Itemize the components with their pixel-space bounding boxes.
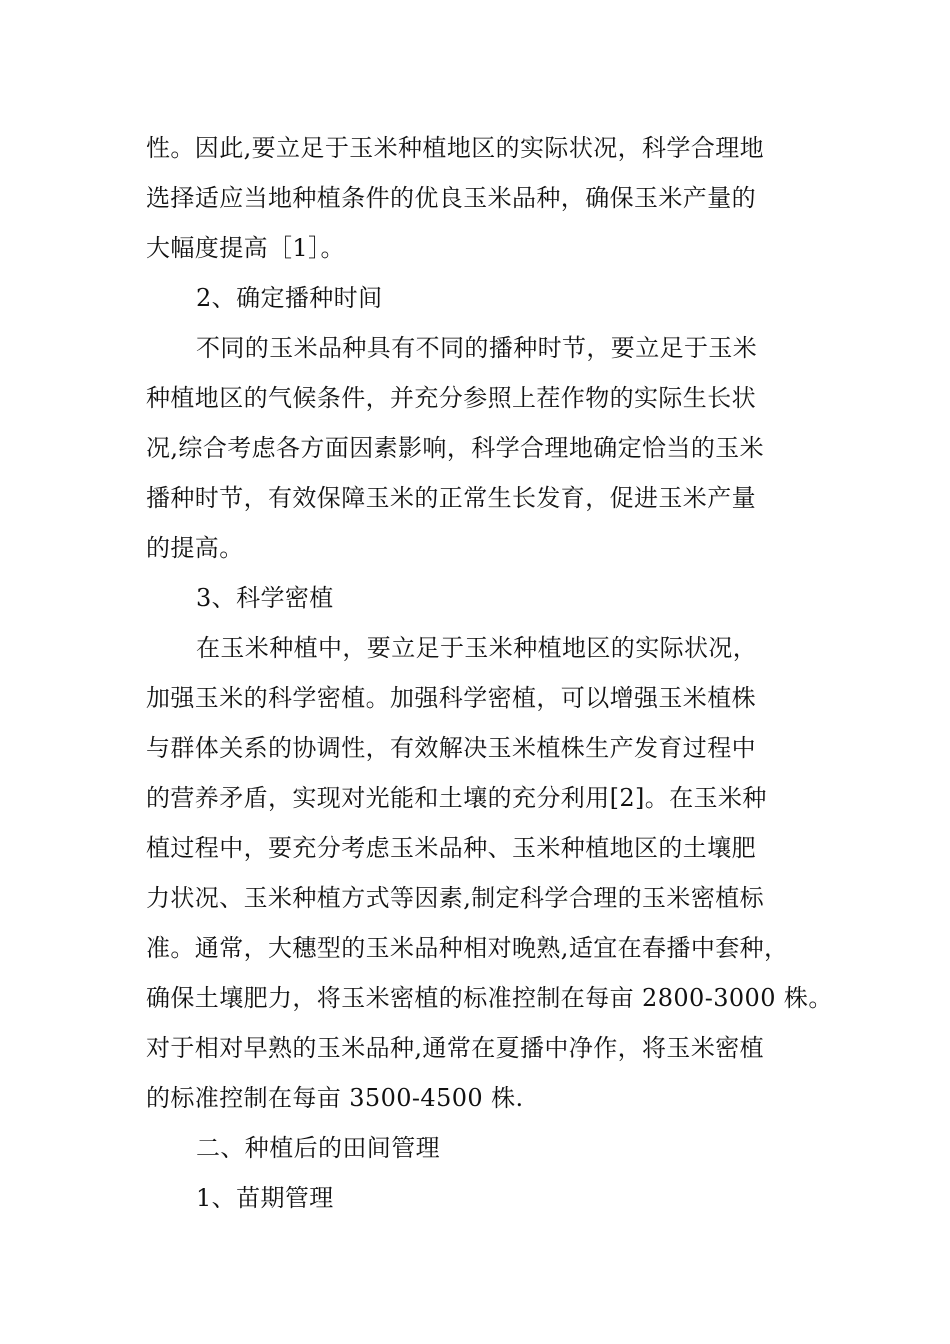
paragraph-line: 与群体关系的协调性，有效解决玉米植株生产发育过程中 bbox=[146, 734, 756, 762]
paragraph-line: 确保土壤肥力，将玉米密植的标准控制在每亩 2800-3000 株。 bbox=[146, 984, 833, 1012]
paragraph-line: 性。因此,要立足于玉米种植地区的实际状况，科学合理地 bbox=[146, 134, 765, 162]
section-heading: 2、确定播种时间 bbox=[196, 284, 383, 312]
paragraph-line: 大幅度提高［1］。 bbox=[146, 234, 345, 262]
paragraph-line: 不同的玉米品种具有不同的播种时节，要立足于玉米 bbox=[196, 334, 758, 362]
paragraph-line: 的标准控制在每亩 3500-4500 株. bbox=[146, 1084, 524, 1112]
paragraph-line: 种植地区的气候条件，并充分参照上茬作物的实际生长状 bbox=[146, 384, 756, 412]
paragraph-line: 播种时节，有效保障玉米的正常生长发育，促进玉米产量 bbox=[146, 484, 756, 512]
section-heading: 3、科学密植 bbox=[196, 584, 334, 612]
paragraph-line: 况,综合考虑各方面因素影响，科学合理地确定恰当的玉米 bbox=[146, 434, 765, 462]
paragraph-line: 的营养矛盾，实现对光能和土壤的充分利用[2]。在玉米种 bbox=[146, 784, 767, 812]
paragraph-line: 力状况、玉米种植方式等因素,制定科学合理的玉米密植标 bbox=[146, 884, 765, 912]
paragraph-line: 对于相对早熟的玉米品种,通常在夏播中净作，将玉米密植 bbox=[146, 1034, 765, 1062]
paragraph-line: 的提高。 bbox=[146, 534, 244, 562]
section-heading: 1、苗期管理 bbox=[196, 1184, 334, 1212]
paragraph-line: 选择适应当地种植条件的优良玉米品种，确保玉米产量的 bbox=[146, 184, 756, 212]
paragraph-line: 准。通常，大穗型的玉米品种相对晚熟,适宜在春播中套种， bbox=[146, 934, 789, 962]
chapter-heading: 二、种植后的田间管理 bbox=[196, 1134, 440, 1162]
paragraph-line: 在玉米种植中，要立足于玉米种植地区的实际状况， bbox=[196, 634, 758, 662]
paragraph-line: 植过程中，要充分考虑玉米品种、玉米种植地区的土壤肥 bbox=[146, 834, 756, 862]
paragraph-line: 加强玉米的科学密植。加强科学密植，可以增强玉米植株 bbox=[146, 684, 756, 712]
